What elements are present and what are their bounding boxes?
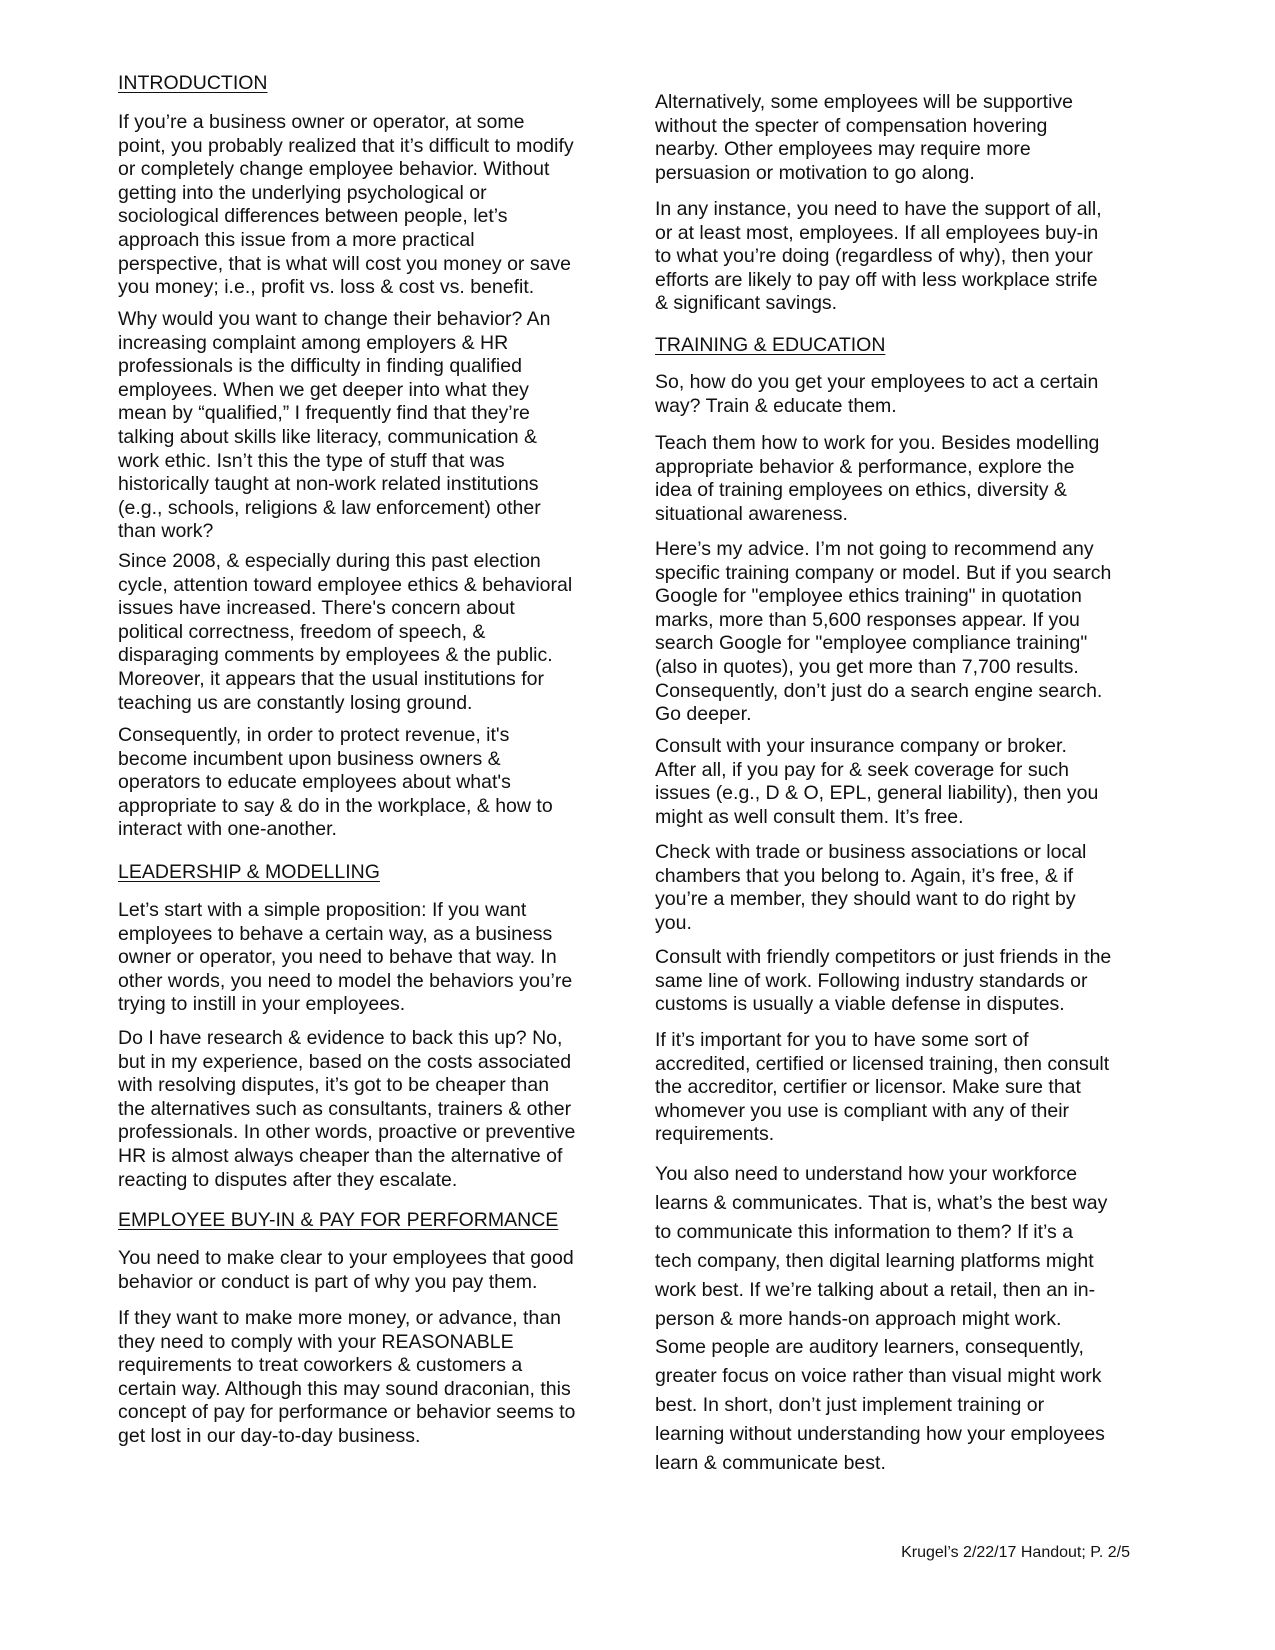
paragraph [118, 1247, 574, 1294]
text-line: requirements to treat coworkers & customers a [118, 1354, 523, 1377]
text-line: work ethic. Isn’t this the type of stuff that was [118, 449, 505, 472]
text-line: or at least most, employees. If all employees buy-in [655, 221, 1099, 244]
paragraph [655, 91, 1073, 185]
paragraph [655, 841, 1086, 935]
text-line: Moreover, it appears that the usual institutions for [118, 667, 544, 690]
text-line: persuasion or motivation to go along. [655, 161, 975, 184]
text-line: get lost in our day-to-day business. [118, 1424, 421, 1447]
text-line: concept of pay for performance or behavior seems to [118, 1401, 576, 1424]
text-line: reacting to disputes after they escalate. [118, 1168, 458, 1191]
text-line: accredited, certified or licensed training, then consult [655, 1052, 1110, 1075]
paragraph [655, 735, 1098, 829]
text-line: Teach them how to work for you. Besides modelling [655, 432, 1100, 454]
text-line: customs is usually a viable defense in disputes. [655, 993, 1065, 1016]
text-line: perspective, that is what will cost you money or save [118, 252, 572, 275]
paragraph [118, 550, 572, 715]
paragraph [655, 371, 1098, 418]
text-line: search Google for "employee compliance training" [655, 632, 1088, 655]
text-line: they need to comply with your REASONABLE [118, 1330, 514, 1353]
text-line: interact with one-another. [118, 818, 337, 841]
text-line: behavior or conduct is part of why you pay them. [118, 1270, 538, 1293]
text-line: Do I have research & evidence to back this up? No, [118, 1027, 563, 1049]
text-line: Some people are auditory learners, consequently, [655, 1336, 1084, 1359]
text-line: issues (e.g., D & O, EPL, general liability), then you [655, 782, 1099, 805]
text-line: trying to instill in your employees. [118, 993, 406, 1016]
text-line: You also need to understand how your workforce [655, 1163, 1078, 1185]
text-line: So, how do you get your employees to act a certain [655, 371, 1099, 393]
text-line: the alternatives such as consultants, trainers & other [118, 1097, 572, 1120]
text-line: operators to educate employees about what's [118, 771, 511, 794]
paragraph [118, 724, 553, 842]
text-line: owner or operator, you need to behave that way. In [118, 946, 557, 969]
text-line: issues have increased. There's concern about [118, 597, 515, 620]
text-line: If they want to make more money, or advance, than [118, 1307, 561, 1329]
text-line: nearby. Other employees may require more [655, 138, 1031, 161]
text-line: point, you probably realized that it’s difficult to modify [118, 134, 574, 157]
text-line: to what you’re doing (regardless of why), then your [655, 245, 1093, 268]
text-line: to communicate this information to them? If it’s a [655, 1220, 1073, 1243]
text-line: but in my experience, based on the costs associated [118, 1050, 572, 1073]
heading-employee-buy-in: EMPLOYEE BUY-IN & PAY FOR PERFORMANCE [118, 1209, 559, 1231]
text-line: appropriate behavior & performance, explore the [655, 455, 1075, 478]
text-line: Since 2008, & especially during this past election [118, 550, 541, 572]
text-line: disparaging comments by employees & the public. [118, 644, 553, 667]
text-line: mean by “qualified,” I frequently find that they’re [118, 402, 530, 425]
paragraph [655, 432, 1099, 526]
text-line: learn & communicate best. [655, 1452, 886, 1475]
text-line: appropriate to say & do in the workplace, & how to [118, 794, 553, 817]
text-line: certain way. Although this may sound draconian, this [118, 1377, 571, 1400]
text-line: might as well consult them. It’s free. [655, 805, 964, 828]
text-line: Go deeper. [655, 703, 752, 726]
text-line: Alternatively, some employees will be supportive [655, 91, 1073, 113]
paragraph [655, 198, 1102, 316]
text-line: learning without understanding how your employees [655, 1423, 1105, 1446]
text-line: sociological differences between people, let’s [118, 205, 508, 228]
text-line: same line of work. Following industry standards or [655, 969, 1088, 992]
text-line: professionals is the difficulty in finding qualified [118, 355, 522, 378]
text-line: become incumbent upon business owners & [118, 747, 501, 770]
text-line: Check with trade or business associations or local [655, 841, 1087, 863]
text-line: work best. If we’re talking about a retail, then an in- [655, 1278, 1096, 1301]
text-line: Why would you want to change their behavior? An [118, 308, 551, 330]
text-line: than work? [118, 520, 214, 543]
text-line: learns & communicates. That is, what’s the best way [655, 1191, 1108, 1214]
text-line: cycle, attention toward employee ethics & behavioral [118, 573, 573, 596]
text-line: employees to behave a certain way, as a business [118, 922, 553, 945]
text-line: best. In short, don’t just implement training or [655, 1394, 1045, 1417]
text-line: requirements. [655, 1123, 775, 1146]
text-line: employees. When we get deeper into what they [118, 378, 529, 401]
paragraph [118, 1307, 575, 1449]
heading-introduction: INTRODUCTION [118, 72, 268, 94]
text-line: approach this issue from a more practical [118, 228, 475, 251]
text-line: If you’re a business owner or operator, at some [118, 111, 525, 133]
text-line: the accreditor, certifier or licensor. Make sure that [655, 1076, 1081, 1099]
text-line: idea of training employees on ethics, diversity & [655, 479, 1067, 502]
text-line: getting into the underlying psychological or [118, 181, 487, 204]
text-line: (e.g., schools, religions & law enforcement) other [118, 496, 541, 519]
text-line: you’re a member, they should want to do right by [655, 888, 1076, 911]
text-line: & significant savings. [655, 292, 838, 315]
text-line: political correctness, freedom of speech, & [118, 620, 486, 643]
text-line: way? Train & educate them. [655, 394, 897, 417]
paragraph [655, 1029, 1109, 1147]
text-line: person & more hands-on approach might work. [655, 1307, 1062, 1330]
text-line: you money; i.e., profit vs. loss & cost vs. benefit. [118, 276, 535, 299]
text-line: Consult with friendly competitors or just friends in the [655, 946, 1112, 968]
text-line: tech company, then digital learning platforms might [655, 1249, 1094, 1272]
text-line: Here’s my advice. I’m not going to recommend any [655, 538, 1094, 560]
paragraph [118, 899, 572, 1017]
text-line: other words, you need to model the behaviors you’re [118, 969, 573, 992]
text-line: (also in quotes), you get more than 7,700 results. [655, 655, 1079, 678]
text-line: specific training company or model. But if you search [655, 561, 1112, 584]
text-line: you. [655, 911, 692, 934]
text-line: situational awareness. [655, 502, 848, 525]
text-line: without the specter of compensation hovering [655, 114, 1048, 137]
text-line: chambers that you belong to. Again, it’s free, & if [655, 864, 1074, 887]
text-line: increasing complaint among employers & HR [118, 331, 509, 354]
text-line: marks, more than 5,600 responses appear. If you [655, 608, 1080, 631]
paragraph [655, 946, 1111, 1017]
text-line: In any instance, you need to have the support of all, [655, 198, 1102, 220]
text-line: whomever you use is compliant with any of their [655, 1099, 1070, 1122]
text-line: efforts are likely to pay off with less workplace strife [655, 268, 1098, 291]
heading-training-education: TRAINING & EDUCATION [655, 334, 886, 356]
text-line: Let’s start with a simple proposition: If you want [118, 899, 527, 921]
page-footer: Krugel’s 2/22/17 Handout; P. 2/5 [901, 1544, 1130, 1561]
text-line: HR is almost always cheaper than the alternative of [118, 1144, 563, 1167]
text-line: Google for "employee ethics training" in quotation [655, 585, 1082, 608]
text-line: Consequently, don’t just do a search engine search. [655, 679, 1103, 702]
text-line: talking about skills like literacy, communication & [118, 425, 538, 448]
paragraph [118, 308, 551, 544]
paragraph [118, 111, 574, 300]
text-line: Consult with your insurance company or broker. [655, 735, 1067, 757]
text-line: historically taught at non-work related institutions [118, 473, 539, 496]
text-line: or completely change employee behavior. Without [118, 158, 550, 181]
heading-leadership-modelling: LEADERSHIP & MODELLING [118, 861, 380, 883]
text-line: professionals. In other words, proactive or preventive [118, 1121, 576, 1144]
text-line: Consequently, in order to protect revenue, it's [118, 724, 510, 746]
text-line: If it’s important for you to have some sort of [655, 1029, 1029, 1051]
text-line: greater focus on voice rather than visual might work [655, 1365, 1102, 1388]
text-line: teaching us are constantly losing ground. [118, 691, 473, 714]
paragraph [655, 538, 1111, 727]
text-line: You need to make clear to your employees that good [118, 1247, 574, 1269]
paragraph [655, 1160, 1107, 1478]
text-line: After all, if you pay for & seek coverage for such [655, 758, 1070, 781]
text-line: with resolving disputes, it’s got to be cheaper than [118, 1074, 550, 1097]
paragraph [118, 1027, 575, 1192]
